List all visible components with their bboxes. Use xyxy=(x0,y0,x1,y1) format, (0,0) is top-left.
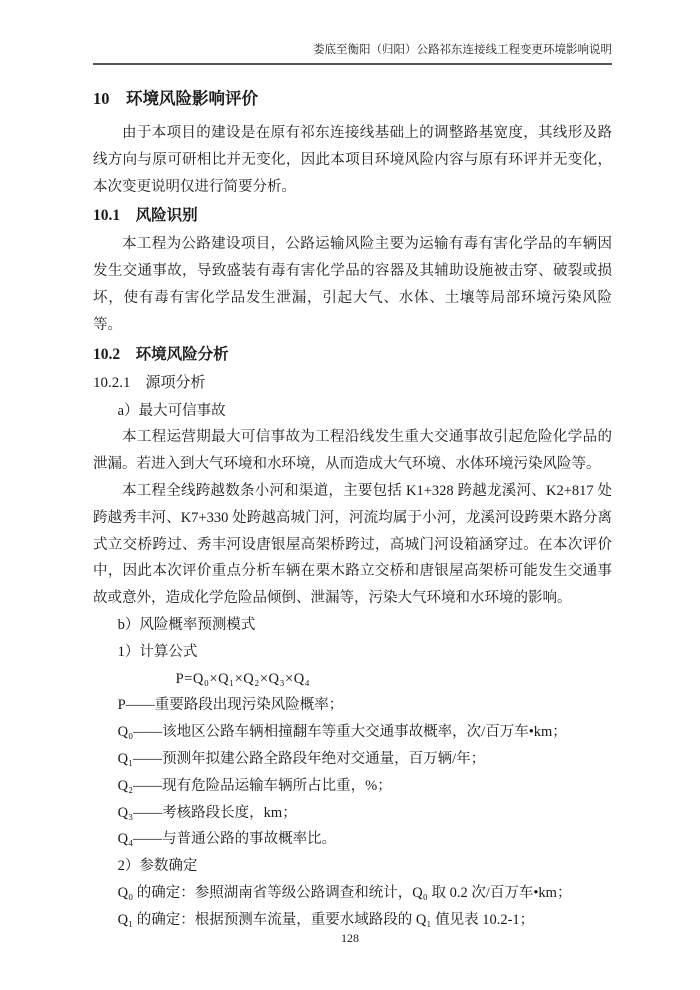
heading-10: 10 环境风险影响评价 xyxy=(93,89,258,108)
para-risk-identification: 本工程为公路建设项目，公路运输风险主要为运输有毒有害化学品的车辆因发生交通事故，导致盛装有毒有害化学品的容器及其辅助设施被击穿、破裂或损坏，使有毒有害化学品发生泄漏，引起大气、水体、土壤等局部环境污染风险等。 xyxy=(93,236,612,333)
item-1-calculation-formula: 1）计算公式 xyxy=(117,643,198,660)
document-body xyxy=(93,85,612,934)
heading-10-2: 10.2 环境风险分析 xyxy=(93,345,229,363)
definition-q2: Q₂——现有危险品运输车辆所占比重，%； xyxy=(117,777,392,794)
item-b-risk-probability-model: b）风险概率预测模式 xyxy=(117,616,256,633)
para-river-crossings: 本工程全线跨越数条小河和渠道，主要包括 K1+328 跨越龙溪河、K2+817 处跨越秀丰河、K7+330 处跨越高城门河，河流均属于小河，龙溪河设跨栗木路分离式立交桥跨过、秀丰河设唐银屋高架桥跨过，高城门河设箱涵穿过。在本次评价中，因此本次评价重点分析车辆在栗木路立交桥和唐银屋高架桥可能发生交通事故或意外，造成化学危险品倾倒、泄漏等，污染大气环境和水环境的影响。 xyxy=(93,482,612,607)
para-max-credible-accident: 本工程运营期最大可信事故为工程沿线发生重大交通事故引起危险化学品的泄漏。若进入到大气环境和水环境，从而造成大气环境、水体环境污染风险等。 xyxy=(93,429,612,473)
running-header xyxy=(93,42,612,65)
running-header-text: 娄底至衡阳（归阳）公路祁东连接线工程变更环境影响说明 xyxy=(313,44,612,56)
definition-q4: Q₄——与普通公路的事故概率比。 xyxy=(117,831,337,848)
para-overview: 由于本项目的建设是在原有祁东连接线基础上的调整路基宽度，其线形及路线方向与原可研相比并无变化，因此本项目环境风险内容与原有环评并无变化，本次变更说明仅进行简要分析。 xyxy=(93,125,612,195)
item-2-parameter-determination: 2）参数确定 xyxy=(117,858,198,875)
definition-q0: Q₀——该地区公路车辆相撞翻车等重大交通事故概率，次/百万车•km； xyxy=(117,724,567,741)
formula-risk-probability: P=Q₀×Q₁×Q₂×Q₃×Q₄ xyxy=(175,670,311,687)
heading-10-1: 10.1 风险识别 xyxy=(93,207,198,225)
definition-q3: Q₃——考核路段长度，km； xyxy=(117,804,297,821)
definition-p: P——重要路段出现污染风险概率； xyxy=(117,697,344,714)
heading-10-2-1: 10.2.1 源项分析 xyxy=(93,374,206,391)
page-number: 128 xyxy=(341,931,359,945)
q1-determination: Q₁ 的确定：根据预测车流量，重要水域路段的 Q₁ 值见表 10.2-1； xyxy=(117,911,535,928)
page-footer xyxy=(0,931,700,946)
definition-q1: Q₁——预测年拟建公路全路段年绝对交通量，百万辆/年； xyxy=(117,750,486,767)
q0-determination: Q₀ 的确定：参照湖南省等级公路调查和统计，Q₀ 取 0.2 次/百万车•km； xyxy=(117,884,572,901)
item-a-max-credible-accident: a）最大可信事故 xyxy=(117,402,226,419)
